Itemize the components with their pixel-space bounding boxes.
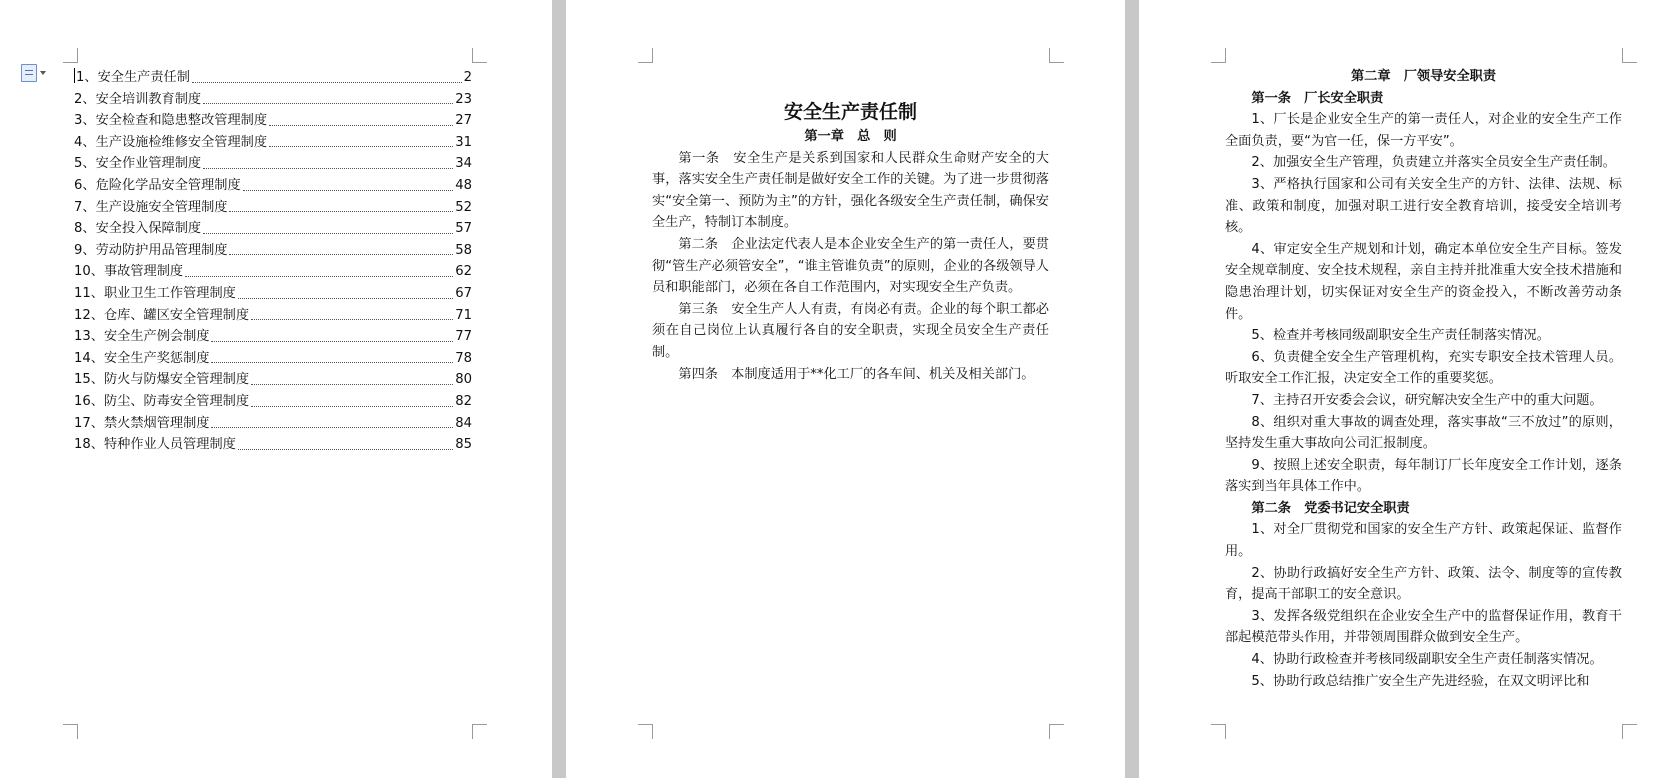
toc-leader-dots	[203, 103, 453, 104]
paragraph: 第四条 本制度适用于**化工厂的各车间、机关及相关部门。	[678, 366, 1035, 382]
toc-entry-label: 16、防尘、防毒安全管理制度	[74, 393, 250, 409]
toc-leader-dots	[211, 427, 453, 428]
document-page-chapter-2[interactable]	[1139, 0, 1679, 778]
toc-entry[interactable]	[74, 283, 472, 305]
toc-page-number: 31	[455, 134, 472, 150]
toc-page-number: 34	[455, 156, 472, 172]
margin-mark-bottom-left	[1211, 724, 1226, 739]
toc-entry[interactable]	[74, 326, 472, 348]
toc-entry-label: 8、安全投入保障制度	[74, 221, 202, 237]
toc-leader-dots	[185, 276, 453, 277]
article-heading: 第一条 厂长安全职责	[1251, 90, 1384, 106]
paragraph: 第三条 安全生产人人有责，有岗必有责。企业的每个职工都必须在自己岗位上认真履行各自的安全职责，实现全员安全生产责任制。	[652, 301, 1049, 360]
paragraph: 1、对全厂贯彻党和国家的安全生产方针、政策起保证、监督作用。	[1225, 522, 1622, 560]
toc-page-number: 77	[455, 329, 472, 345]
document-page-toc[interactable]	[0, 0, 552, 778]
toc-entry-label: 6、危险化学品安全管理制度	[74, 177, 241, 193]
toc-leader-dots	[192, 82, 462, 83]
toc-leader-dots	[269, 146, 453, 147]
toc-entry-label: 4、生产设施检维修安全管理制度	[74, 134, 268, 150]
page-gap-right	[1125, 0, 1139, 778]
toc-page-number: 27	[455, 113, 472, 129]
margin-mark-bottom-right	[1622, 724, 1637, 739]
paragraph: 9、按照上述安全职责，每年制订厂长年度安全工作计划，逐条落实到当年具体工作中。	[1225, 457, 1622, 495]
toc-leader-dots	[211, 341, 453, 342]
toc-leader-dots	[211, 362, 453, 363]
document-title: 安全生产责任制	[783, 101, 917, 123]
margin-mark-top-left	[638, 48, 653, 63]
toc-page-number: 67	[455, 285, 472, 301]
document-icon	[21, 64, 37, 82]
toc-page-number: 62	[455, 264, 472, 280]
toc-entry[interactable]	[74, 153, 472, 175]
toc-entry-label: 2、安全培训教育制度	[74, 91, 202, 107]
toc-entry-label: 18、特种作业人员管理制度	[74, 437, 236, 453]
toc-page-number: 78	[455, 350, 472, 366]
margin-mark-bottom-left	[63, 724, 78, 739]
toc-entry-label: 15、防火与防爆安全管理制度	[74, 372, 250, 388]
toc-leader-dots	[251, 384, 453, 385]
margin-mark-top-left	[63, 48, 78, 63]
toc-page-number: 80	[455, 372, 472, 388]
toc-leader-dots	[251, 319, 453, 320]
toc-entry[interactable]	[74, 434, 472, 456]
margin-mark-bottom-left	[638, 724, 653, 739]
toc-entry[interactable]	[74, 261, 472, 283]
toc-entry-label: 11、职业卫生工作管理制度	[74, 285, 236, 301]
paragraph: 5、协助行政总结推广安全生产先进经验，在双文明评比和	[1251, 673, 1590, 689]
margin-mark-top-right	[1622, 48, 1637, 63]
toc-entry-label: 7、生产设施安全管理制度	[74, 199, 228, 215]
chapter-heading: 第二章 厂领导安全职责	[1350, 69, 1497, 84]
toc-entry[interactable]	[74, 67, 472, 89]
toc-leader-dots	[269, 125, 453, 126]
toc-page-number: 58	[455, 242, 472, 258]
paragraph: 2、协助行政搞好安全生产方针、政策、法令、制度等的宣传教育，提高干部职工的安全意识。	[1225, 565, 1622, 603]
paragraph: 1、厂长是企业安全生产的第一责任人，对企业的安全生产工作全面负责，要“为官一任，保一方平安”。	[1225, 112, 1622, 149]
toc-entry[interactable]	[74, 218, 472, 240]
paragraph: 8、组织对重大事故的调查处理，落实事故“三不放过”的原则，坚持发生重大事故向公司汇报制度。	[1225, 414, 1622, 452]
toc-leader-dots	[203, 233, 453, 234]
paragraph: 7、主持召开安委会会议，研究解决安全生产中的重大问题。	[1251, 392, 1603, 408]
page-gap-left	[552, 0, 566, 778]
toc-entry[interactable]	[74, 175, 472, 197]
toc-entry-label: 1、安全生产责任制	[76, 70, 190, 85]
toc-entry-label: 12、仓库、罐区安全管理制度	[74, 307, 250, 323]
toc-entry[interactable]	[74, 240, 472, 262]
toc-leader-dots	[229, 211, 453, 212]
margin-mark-bottom-right	[472, 724, 487, 739]
toc-page-number: 48	[455, 177, 472, 193]
toc-entry-label: 9、劳动防护用品管理制度	[74, 242, 228, 258]
toc-page-number: 2	[463, 70, 472, 85]
paragraph: 4、审定安全生产规划和计划，确定本单位安全生产目标。签发安全规章制度、安全技术规程，亲自主持并批准重大安全技术措施和隐患治理计划，切实保证对安全生产的资金投入，不断改善劳动条件。	[1225, 241, 1622, 322]
table-of-contents	[74, 67, 472, 456]
margin-mark-top-right	[1049, 48, 1064, 63]
toc-entry[interactable]	[74, 89, 472, 111]
chapter-heading: 第一章 总 则	[804, 129, 897, 144]
toc-entry-label: 5、安全作业管理制度	[74, 156, 202, 172]
toc-leader-dots	[243, 190, 454, 191]
paragraph: 第二条 企业法定代表人是本企业安全生产的第一责任人，要贯彻“管生产必须管安全”，“谁主管谁负责”的原则，企业的各级领导人员和职能部门，必须在各自工作范围内，对实现安全生产负责。	[652, 236, 1049, 296]
toc-entry[interactable]	[74, 110, 472, 132]
paragraph: 3、严格执行国家和公司有关安全生产的方针、法律、法规、标准、政策和制度，加强对职工进行安全教育培训，接受安全培训考核。	[1225, 176, 1622, 236]
toc-entry[interactable]	[74, 413, 472, 435]
paragraph: 4、协助行政检查并考核同级副职安全生产责任制落实情况。	[1251, 652, 1603, 668]
paragraph: 6、负责健全安全生产管理机构，充实专职安全技术管理人员。听取安全工作汇报，决定安全工作的重要奖惩。	[1225, 349, 1622, 387]
toc-entry-label: 3、安全检查和隐患整改管理制度	[74, 113, 268, 129]
toc-entry[interactable]	[74, 132, 472, 154]
margin-mark-top-left	[1211, 48, 1226, 63]
paragraph: 3、发挥各级党组织在企业安全生产中的监督保证作用，教育干部起模范带头作用，并带领周围群众做到安全生产。	[1225, 608, 1622, 646]
paragraph: 2、加强安全生产管理，负责建立并落实全员安全生产责任制。	[1251, 155, 1616, 171]
toc-entry[interactable]	[74, 369, 472, 391]
toc-page-number: 71	[455, 307, 472, 323]
toc-entry-label: 13、安全生产例会制度	[74, 329, 210, 345]
toc-entry[interactable]	[74, 391, 472, 413]
toc-leader-dots	[229, 254, 453, 255]
toc-leader-dots	[251, 406, 453, 407]
paragraph: 第一条 安全生产是关系到国家和人民群众生命财产安全的大事，落实安全生产责任制是做好安全工作的关键。为了进一步贯彻落实“安全第一、预防为主”的方针，强化各级安全生产责任制，确保安全生产，特制订本制度。	[652, 150, 1049, 231]
margin-mark-top-right	[472, 48, 487, 63]
toc-page-number: 82	[455, 393, 472, 409]
toc-page-number: 84	[455, 415, 472, 431]
toc-entry-label: 17、禁火禁烟管理制度	[74, 415, 210, 431]
toc-page-number: 23	[455, 91, 472, 107]
toc-entry[interactable]	[74, 305, 472, 327]
paste-options-button[interactable]	[21, 63, 55, 83]
toc-page-number: 52	[455, 199, 472, 215]
toc-entry[interactable]	[74, 348, 472, 370]
toc-page-number: 57	[455, 221, 472, 237]
page-body	[652, 98, 1049, 385]
toc-leader-dots	[203, 168, 453, 169]
toc-entry-label: 14、安全生产奖惩制度	[74, 350, 210, 366]
article-heading: 第二条 党委书记安全职责	[1251, 500, 1410, 516]
margin-mark-bottom-right	[1049, 724, 1064, 739]
toc-leader-dots	[238, 298, 453, 299]
toc-entry[interactable]	[74, 197, 472, 219]
page-body	[1225, 66, 1622, 692]
text-cursor	[74, 68, 75, 83]
document-page-chapter-1[interactable]	[566, 0, 1125, 778]
chevron-down-icon	[40, 71, 46, 75]
toc-leader-dots	[238, 449, 453, 450]
toc-entry-label: 10、事故管理制度	[74, 264, 184, 280]
toc-page-number: 85	[455, 437, 472, 453]
paragraph: 5、检查并考核同级副职安全生产责任制落实情况。	[1251, 328, 1550, 344]
